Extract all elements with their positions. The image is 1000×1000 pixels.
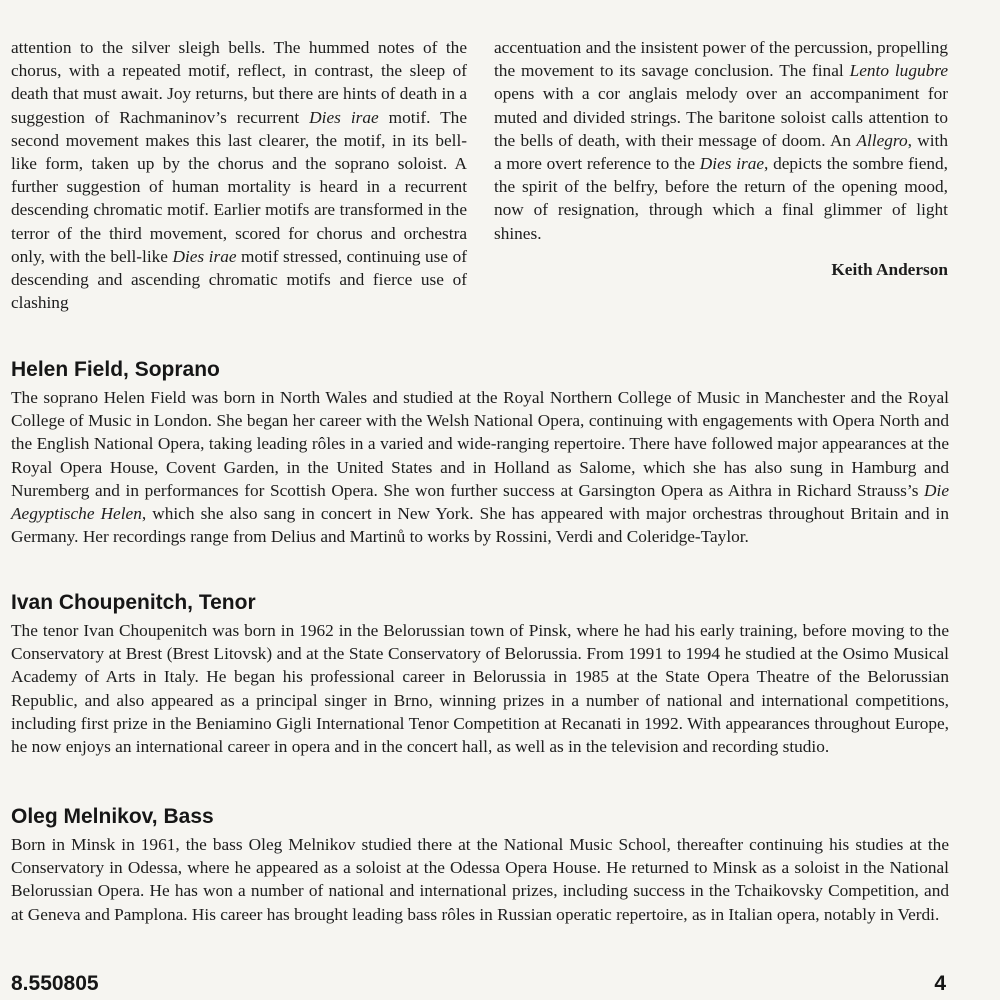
bio-heading: Oleg Melnikov, Bass: [11, 805, 214, 828]
text-run: , with a more overt reference to the: [494, 130, 948, 174]
essay-left-paragraph: [11, 36, 467, 314]
bio-text: [11, 619, 949, 758]
italic-run: Allegro: [856, 130, 908, 150]
page-number: 4: [934, 972, 946, 995]
essay-left-column: [11, 36, 467, 314]
text-run: , depicts the sombre fiend, the spirit of the belfry, before the return of the opening mood, now of resignation, through which a final glimmer of light shines.: [494, 154, 948, 243]
essay-right-column: [494, 36, 948, 281]
text-run: , which she also sang in concert in New York. She has appeared with major orchestras throughout Britain and in Germany. Her recordings range from Delius and Martinů to works by Rossini, Verdi and Coleridge-Taylor.: [11, 504, 949, 547]
bio-text: [11, 833, 949, 926]
bio-ivan-choupenitch: [11, 590, 949, 758]
text-run: accentuation and the insistent power of the percussion, propelling the movement to its savage conclusion. The final: [494, 38, 948, 81]
italic-run: Dies irae: [309, 107, 379, 127]
italic-run: Dies irae: [172, 246, 237, 266]
text-run: Born in Minsk in 1961, the bass Oleg Melnikov studied there at the National Music School, thereafter continuing his studies at the Conservatory in Odessa, where he appeared as a soloist at the Odessa Opera House. He returned to Minsk as a soloist in the National Belorussian Opera. He has won a number of national and international prizes, including success in the Tchaikovsky Competition, and at Geneva and Pamplona. His career has brought leading bass rôles in Russian operatic repertoire, as in Italian opera, notably in Verdi.: [11, 835, 949, 924]
italic-run: Lento lugubre: [849, 61, 948, 81]
text-run: The soprano Helen Field was born in North Wales and studied at the Royal Northern College of Music in Manchester and the Royal College of Music in London. She began her career with the Welsh National Opera, continuing with engagements with Opera North and the English National Opera, taking leading rôles in a varied and wide-ranging repertoire. There have followed major appearances at the Royal Opera House, Covent Garden, in the United States and in Holland as Salome, which she has also sung in Hamburg and Nuremberg and in performances for Scottish Opera. She won further success at Garsington Opera as Aithra in Richard Strauss’s: [11, 388, 949, 500]
text-run: attention to the silver sleigh bells. The hummed notes of the chorus, with a repeated motif, reflect, in contrast, the sleep of death that must await. Joy returns, but there are hints of death in a suggestion of Rachmaninov’s recurrent: [11, 38, 467, 127]
essay-author-signature: Keith Anderson: [831, 259, 948, 279]
text-run: motif. The second movement makes this last clearer, the motif, in its bell-like form, taken up by the chorus and the soprano soloist. A further suggestion of human mortality is heard in a recurrent descending chromatic motif. Earlier motifs are transformed in the terror of the third movement, scored for chorus and orchestra only, with the bell-like: [11, 107, 467, 266]
bio-helen-field: [11, 357, 949, 548]
text-run: opens with a cor anglais melody over an accompaniment for muted and divided strings. The baritone soloist calls attention to the bells of death, with their message of doom. An: [494, 84, 948, 150]
text-run: The tenor Ivan Choupenitch was born in 1962 in the Belorussian town of Pinsk, where he had his early training, before moving to the Conservatory at Brest (Brest Litovsk) and at the State Conservatory of Belorussia. From 1991 to 1994 he studied at the Osimo Musical Academy of Arts in Italy. He began his professional career in Belorussia in 1985 at the State Opera Theatre of the Belorussian Republic, and also appeared as a principal singer in Brno, winning prizes in a number of national and international competitions, including first prize in the Beniamino Gigli International Tenor Competition at Recanati in 1992. With appearances throughout Europe, he now enjoys an international career in opera and in the concert hall, as well as in the television and recording studio.: [11, 621, 949, 757]
bio-heading: Ivan Choupenitch, Tenor: [11, 591, 256, 614]
bio-oleg-melnikov: [11, 804, 949, 926]
text-run: motif stressed, continuing use of descending and ascending chromatic motifs and fierce use of clashing: [11, 246, 467, 313]
italic-run: Die Aegyptische Helen: [11, 480, 949, 524]
essay-right-paragraph: [494, 36, 948, 245]
bio-text: [11, 386, 949, 548]
bio-heading: Helen Field, Soprano: [11, 358, 220, 381]
catalog-number: 8.550805: [11, 972, 99, 995]
italic-run: Dies irae: [699, 154, 765, 174]
